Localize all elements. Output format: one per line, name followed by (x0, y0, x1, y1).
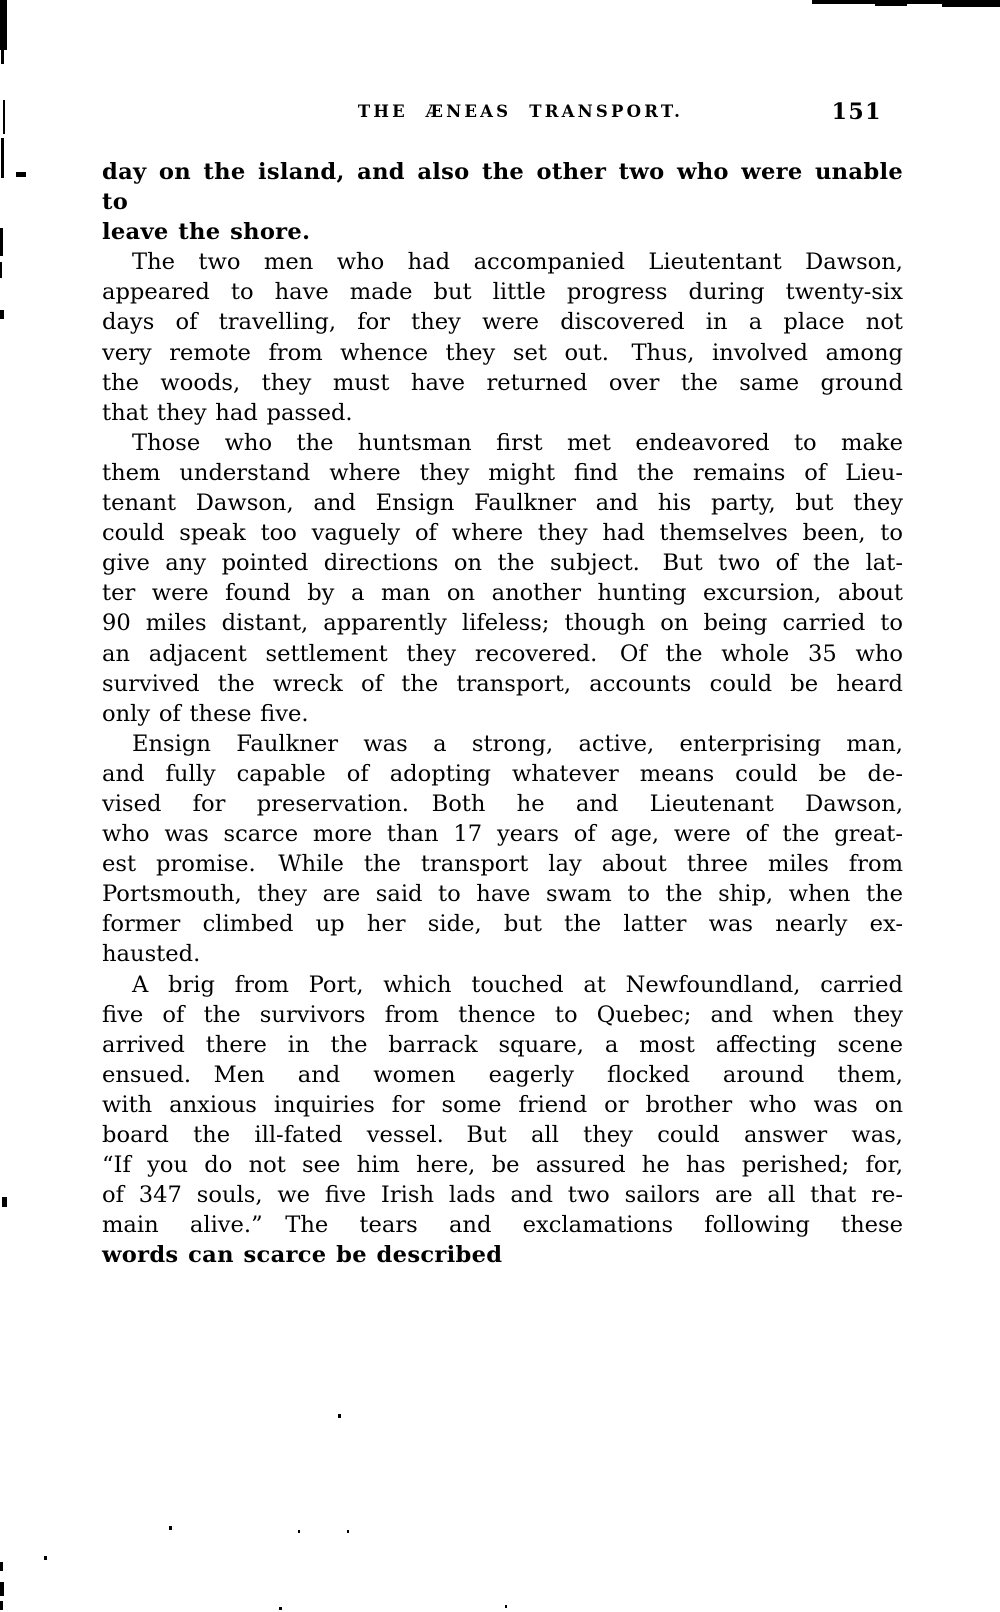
text-line: who was scarce more than 17 years of age, were of the great- (102, 821, 903, 848)
text-line: arrived there in the barrack square, a most affecting scene (102, 1031, 903, 1058)
text-line: vised for preservation. Both he and Lieutenant Dawson, (102, 790, 903, 817)
text-line: Ensign Faulkner was a strong, active, enterprising man, (132, 730, 903, 757)
text-line: and fully capable of adopting whatever means could be de- (102, 760, 903, 787)
scan-artifact-speck (338, 1414, 341, 1418)
text-line: very remote from whence they set out. Thus, involved among (102, 339, 903, 366)
scan-artifact-left-line (0, 228, 3, 256)
text-line: former climbed up her side, but the latter was nearly ex- (102, 911, 903, 938)
text-line: ter were found by a man on another hunting excursion, about (102, 580, 903, 607)
text-line: them understand where they might find the remains of Lieu- (102, 459, 903, 486)
scan-artifact-left-line (1, 50, 4, 64)
text-line: days of travelling, for they were discovered in a place not (102, 309, 903, 336)
text-line: A brig from Port, which touched at Newfoundland, carried (132, 971, 903, 998)
text-line: could speak too vaguely of where they had themselves been, to (102, 520, 903, 547)
text-line: survived the wreck of the transport, accounts could be heard (102, 670, 903, 697)
text-line: The two men who had accompanied Lieutentant Dawson, (132, 249, 903, 276)
text-line: ensued. Men and women eagerly flocked around them, (102, 1061, 903, 1088)
page-body (102, 157, 903, 1270)
scan-artifact-speck (347, 1530, 349, 1533)
text-line: day on the island, and also the other two who were unable to (102, 159, 903, 216)
scan-artifact-left-comma (2, 1197, 7, 1207)
paragraph (102, 729, 903, 970)
scan-artifact-left-line (3, 100, 5, 134)
scan-artifact-left-tick (0, 1562, 3, 1571)
page-number: 151 (831, 99, 882, 125)
paragraph (102, 428, 903, 729)
running-title: THE ÆNEAS TRANSPORT. (357, 102, 684, 121)
text-line: Those who the huntsman first met endeavored to make (132, 429, 903, 456)
scan-artifact-speck (279, 1607, 282, 1610)
text-line: give any pointed directions on the subject. But two of the lat- (102, 550, 903, 577)
text-line: tenant Dawson, and Ensign Faulkner and his party, but they (102, 490, 903, 517)
scan-artifact-top-right-bar (942, 0, 1000, 7)
text-line: appeared to have made but little progress during twenty-six (102, 279, 903, 306)
paragraph (102, 247, 903, 428)
scan-artifact-margin-dash (16, 172, 26, 177)
scan-artifact-left-tick (0, 1582, 4, 1596)
text-line: leave the shore. (102, 219, 311, 246)
scan-artifact-top-right-bar (875, 0, 907, 6)
text-line: that they had passed. (102, 399, 353, 426)
scan-artifact-speck (44, 1556, 47, 1560)
scan-artifact-speck (169, 1526, 172, 1530)
paragraph (102, 970, 903, 1271)
scan-artifact-left-line (1, 138, 4, 178)
text-line: an adjacent settlement they recovered. Of the whole 35 who (102, 640, 903, 667)
text-line: only of these five. (102, 700, 309, 727)
scan-artifact-left-tick (0, 1601, 3, 1610)
text-line: est promise. While the transport lay about three miles from (102, 851, 903, 878)
scan-artifact-left-tick (0, 310, 4, 319)
scan-artifact-speck (298, 1530, 300, 1533)
scan-artifact-speck (505, 1605, 507, 1608)
paragraph (102, 157, 903, 247)
text-line: board the ill-fated vessel. But all they could answer was, (102, 1122, 903, 1148)
text-line: “If you do not see him here, be assured he has perished; for, (102, 1152, 903, 1179)
text-line: 90 miles distant, apparently lifeless; though on being carried to (102, 610, 903, 637)
text-line: of 347 souls, we five Irish lads and two sailors are all that re- (102, 1182, 903, 1209)
text-line: Portsmouth, they are said to have swam to the ship, when the (102, 881, 903, 908)
text-line: main alive.” The tears and exclamations following these (102, 1212, 903, 1239)
text-line: hausted. (102, 941, 201, 968)
text-line: the woods, they must have returned over the same ground (102, 369, 903, 396)
text-line: words can scarce be described (102, 1242, 503, 1269)
text-line: five of the survivors from thence to Quebec; and when they (102, 1001, 903, 1028)
text-line: with anxious inquiries for some friend or brother who was on (102, 1091, 903, 1118)
page-header (102, 99, 903, 127)
scan-artifact-left-line (0, 262, 2, 278)
scan-artifact-left-bar (0, 0, 7, 50)
